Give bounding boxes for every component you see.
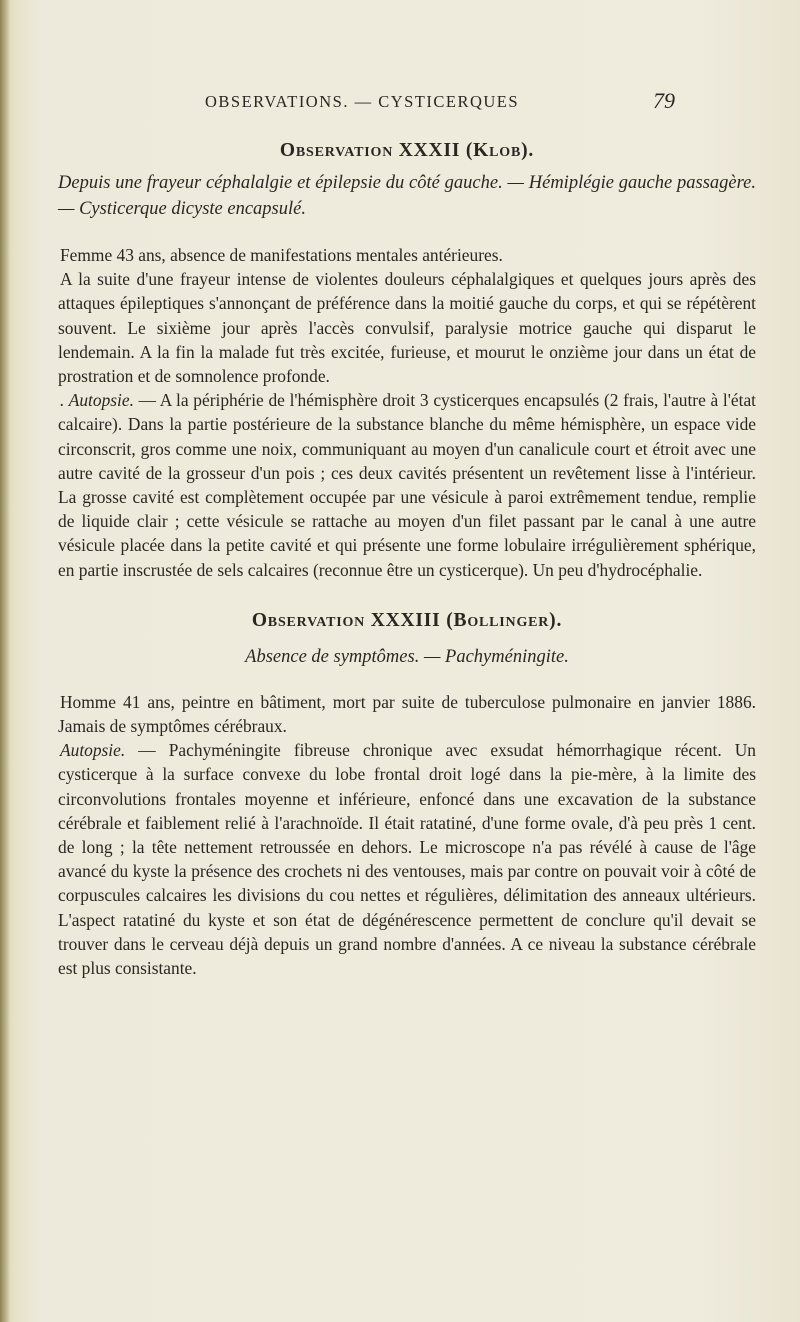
page-header (205, 88, 675, 122)
paragraph-lead: Autopsie. (60, 740, 126, 761)
book-spine-shadow (0, 0, 10, 1322)
paragraph (58, 388, 756, 582)
paragraph (58, 267, 756, 388)
paragraph (58, 738, 756, 980)
observation-heading: Observation XXXII (Klob). (279, 140, 535, 161)
paragraph-text: A la suite d'une frayeur intense de violentes douleurs céphalalgiques et quelques jours après des attaques épileptiques s'annonçant de préférence dans la moitié gauche du corps, et qui se répétèrent souvent. Le sixième jour après l'accès convulsif, paralysie motrice gauche qui disparut le lendemain. A la fin la malade fut très excitée, furieuse, et mourut le onzième jour dans un état de prostration et de somnolence profonde. (58, 269, 756, 387)
observation-subtitle: Absence de symptômes. — Pachyméningite. (245, 646, 569, 667)
paragraph-text: Homme 41 ans, peintre en bâtiment, mort par suite de tuberculose pulmonaire en janvier 1886. Jamais de symptômes cérébraux. (58, 691, 756, 737)
observation-subtitle: Depuis une frayeur céphalalgie et épilepsie du côté gauche. — Hémiplégie gauche passagère. — Cysticerque dicyste encapsulé. (58, 173, 756, 219)
paragraph-text: Femme 43 ans, absence de manifestations mentales antérieures. (60, 245, 503, 265)
page-number: 79 (653, 88, 675, 113)
paragraph (58, 690, 756, 738)
paragraph-lead: . Autopsie. (60, 390, 134, 411)
paragraph-text: — Pachyméningite fibreuse chronique avec exsudat hémorrhagique récent. Un cysticerque à la surface convexe du lobe frontal droit logé dans la pie-mère, à la limite des circonvolutions frontales moyenne et inférieure, enfoncé dans une excavation de la substance cérébrale et faiblement relié à l'arachnoïde. Il était ratatiné, d'une forme ovale, d'à peu près 1 cent. de long ; la tête nettement retroussée en dehors. Le microscope n'a pas révélé à cause de l'âge avancé du kyste la présence des crochets ni des ventouses, mais par contre on pouvait voir à côté de corpuscules calcaires les divisions du cou nettes et régulières, délimitation des anneaux ultérieurs. L'aspect ratatiné du kyste et son état de dégénérescence permettent de conclure qu'il devait se trouver dans le cerveau déjà depuis un grand nombre d'années. A ce niveau la substance cérébrale est plus consistante. (58, 740, 756, 979)
running-head: OBSERVATIONS. — CYSTICERQUES (205, 92, 520, 111)
paragraph-text: — A la périphérie de l'hémisphère droit 3 cysticerques encapsulés (2 frais, l'autre à l'état calcaire). Dans la partie postérieure de la substance blanche du même hémisphère, un espace vide circonscrit, gros comme une noix, communiquant au moyen d'un canalicule court et étroit avec une autre cavité de la grosseur d'un pois ; ces deux cavités présentent un revêtement lisse à l'intérieur. La grosse cavité est complètement occupée par une vésicule à paroi extrêmement tendue, remplie de liquide clair ; cette vésicule se rattache au moyen d'un filet passant par le canal à une autre vésicule placée dans la petite cavité et qui présente une forme lobulaire irrégulièrement sphérique, en partie inscrustée de sels calcaires (reconnue être un cysticerque). Un peu d'hydrocéphalie. (58, 390, 756, 580)
paragraph (58, 243, 756, 267)
observation-body (58, 690, 756, 980)
observation-body (58, 243, 756, 582)
observation-heading: Observation XXXIII (Bollinger). (251, 609, 563, 631)
page-body (58, 140, 756, 980)
